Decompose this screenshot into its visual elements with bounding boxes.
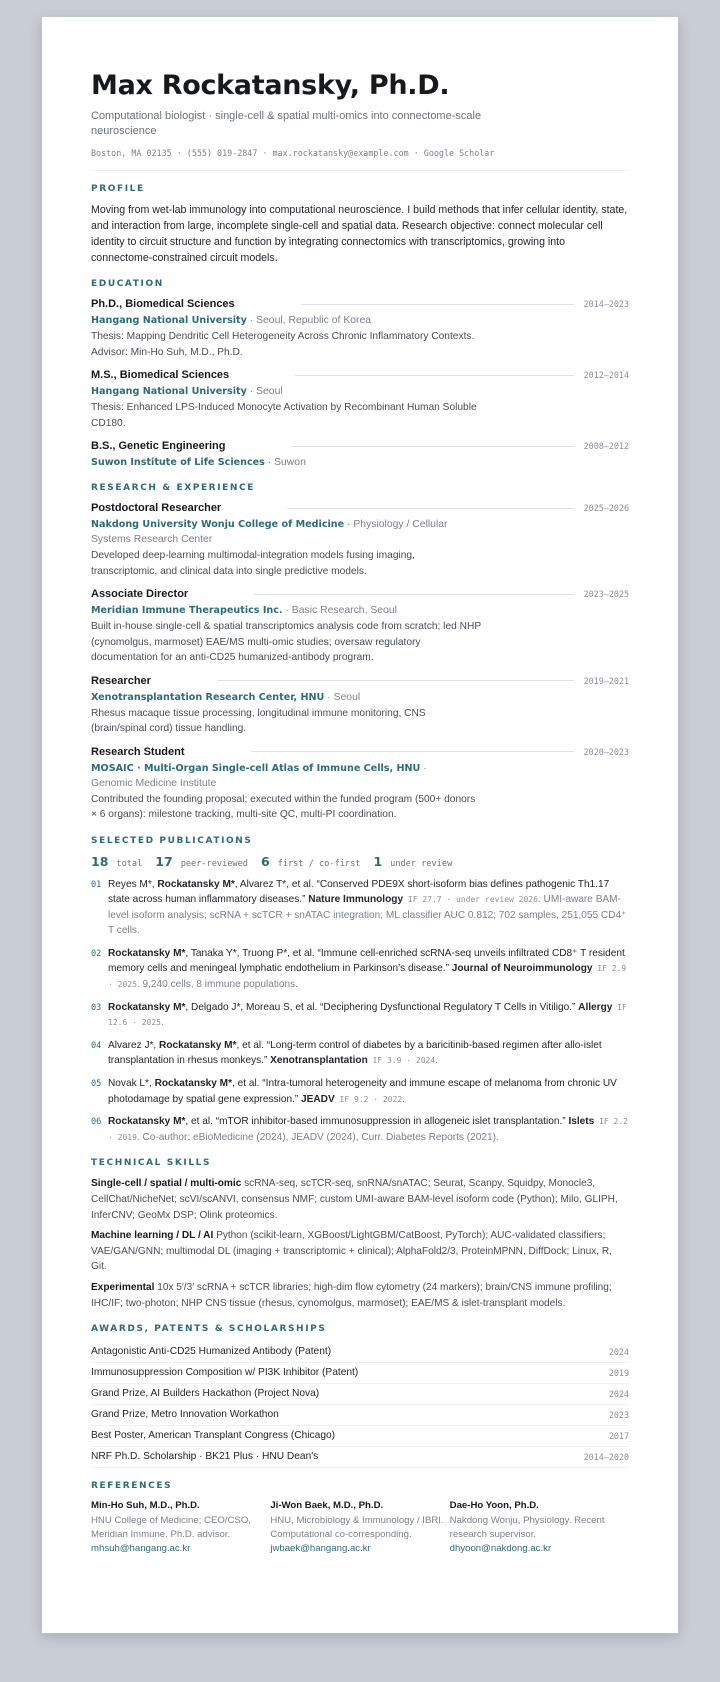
entry-org: Meridian Immune Therapeutics Inc. bbox=[91, 605, 283, 616]
entry-title: Researcher bbox=[91, 674, 151, 687]
education-entry bbox=[91, 297, 629, 360]
skills-list bbox=[91, 1176, 629, 1311]
entry-years: 2008–2012 bbox=[583, 441, 629, 451]
stat-first-value: 6 bbox=[260, 853, 270, 869]
skill-item bbox=[91, 1280, 629, 1311]
pub-number: 05 bbox=[91, 1079, 102, 1090]
pub-meta: IF 3.9 · 2024 bbox=[367, 1056, 436, 1066]
entry-years: 2020–2023 bbox=[583, 746, 629, 757]
stat-review-value: 1 bbox=[373, 853, 383, 869]
pub-note: . Co-author: eBioMedicine (2024), JEADV (2024), Curr. Diabetes Reports (2021). bbox=[136, 1131, 499, 1143]
entry-desc: Thesis: Mapping Dendritic Cell Heterogeneity Across Chronic Inflammatory Contexts. Advisor: Min-Ho Suh, M.D., Ph.D. bbox=[91, 331, 475, 358]
entry-desc: Rhesus macaque tissue processing, longitudinal immune monitoring, CNS (brain/spinal cord) tissue handling. bbox=[91, 707, 426, 734]
entry-org: Hangang National University bbox=[91, 315, 247, 326]
pub-meta: IF 9.2 · 2022 bbox=[334, 1094, 403, 1104]
skill-label: Machine learning / DL / AI bbox=[91, 1230, 214, 1242]
reference-item bbox=[91, 1499, 270, 1556]
reference-desc: HNU, Microbiology & Immunology / IBRI. Computational co-corresponding. bbox=[270, 1515, 444, 1541]
pub-note: . UMI-aware BAM-level isoform analysis; scRNA + scTCR + snATAC integration; ML classifier AUC 0.812; 702 samples, 251,055 CD4⁺ T cells. bbox=[108, 894, 627, 937]
pub-note: . bbox=[435, 1055, 438, 1067]
pub-authors-pre: Novak L*, bbox=[108, 1078, 155, 1090]
candidate-subtitle: Computational biologist · single-cell & spatial multi-omics into connectome-scale neuroscience bbox=[91, 110, 482, 137]
skill-item bbox=[91, 1176, 629, 1223]
award-label: Antagonistic Anti-CD25 Humanized Antibody (Patent) bbox=[91, 1346, 332, 1358]
award-item bbox=[91, 1342, 629, 1363]
award-year: 2014–2020 bbox=[583, 1452, 629, 1463]
experience-entry bbox=[91, 501, 629, 579]
reference-email-link[interactable]: jwbaek@hangang.ac.kr bbox=[270, 1543, 371, 1555]
entry-desc: Thesis: Enhanced LPS-Induced Monocyte Activation by Recombinant Human Soluble CD180. bbox=[91, 402, 477, 429]
pub-author-self: Rockatansky M* bbox=[159, 1039, 237, 1051]
pub-note: . bbox=[160, 1017, 164, 1029]
reference-email-link[interactable]: dhyoon@nakdong.ac.kr bbox=[449, 1543, 552, 1555]
experience-list bbox=[91, 501, 629, 823]
publication-item bbox=[91, 877, 629, 939]
entry-title: Postdoctoral Researcher bbox=[91, 502, 222, 514]
references-heading: REFERENCES bbox=[91, 1481, 173, 1492]
pub-journal: Islets bbox=[568, 1116, 595, 1128]
award-item bbox=[91, 1405, 629, 1426]
entry-location: · Physiology / Cellular Systems Research Center bbox=[91, 519, 448, 545]
reference-name: Ji-Won Baek, M.D., Ph.D. bbox=[270, 1500, 384, 1512]
award-label: NRF Ph.D. Scholarship · BK21 Plus · HNU Dean's bbox=[91, 1451, 319, 1463]
publication-item bbox=[91, 1076, 629, 1107]
entry-org: Hangang National University bbox=[91, 386, 247, 397]
experience-entry bbox=[91, 587, 629, 666]
publication-item bbox=[91, 1114, 629, 1145]
entry-years: 2023–2025 bbox=[583, 589, 629, 599]
pub-title: , et al. “mTOR inhibitor-based immunosuppression in allogeneic islet transplantation.” bbox=[185, 1116, 569, 1128]
entry-org: Suwon Institute of Life Sciences bbox=[91, 457, 265, 468]
contact-line: Boston, MA 02135 · (555) 019-2847 · max.rockatansky@example.com · Google Scholar bbox=[91, 148, 629, 171]
stat-review-label: under review bbox=[390, 858, 453, 869]
candidate-name: Max Rockatansky, Ph.D. bbox=[91, 70, 450, 101]
stat-total-label: total bbox=[116, 858, 143, 869]
stat-total-value: 18 bbox=[91, 853, 109, 869]
reference-name: Dae-Ho Yoon, Ph.D. bbox=[449, 1500, 539, 1512]
publication-stats bbox=[91, 854, 629, 869]
entry-location: · Seoul bbox=[324, 691, 361, 703]
publication-item bbox=[91, 1000, 629, 1031]
pub-journal: Journal of Neuroimmunology bbox=[451, 963, 593, 975]
award-year: 2023 bbox=[608, 1410, 629, 1421]
entry-location: · Basic Research, Seoul bbox=[282, 605, 397, 616]
awards-list bbox=[91, 1342, 629, 1468]
publication-item bbox=[91, 946, 629, 993]
entry-title: Associate Director bbox=[91, 588, 189, 600]
reference-email-link[interactable]: mhsuh@hangang.ac.kr bbox=[91, 1543, 191, 1555]
pub-journal: Nature Immunology bbox=[308, 894, 404, 906]
award-label: Best Poster, American Transplant Congress (Chicago) bbox=[91, 1430, 336, 1442]
award-label: Grand Prize, Metro Innovation Workathon bbox=[91, 1409, 279, 1421]
entry-location: · Suwon bbox=[264, 457, 306, 468]
skill-text: 10x 5′/3′ scRNA + scTCR libraries; high-dim flow cytometry (24 markers); brain/CNS immune profiling; IHC/IF; two-photon; NHP CNS tissue (rhesus, cynomolgus, marmoset); EAE/MS & islet-transplant models. bbox=[91, 1281, 612, 1309]
reference-desc: Nakdong Wonju, Physiology. Recent research supervisor. bbox=[449, 1515, 605, 1541]
entry-title: M.S., Biomedical Sciences bbox=[91, 369, 230, 381]
entry-desc: Built in-house single-cell & spatial transcriptomics analysis code from scratch; led NHP (cynomolgus, marmoset) EAE/MS multi-omic studies; oversaw regulatory documentation for an anti-CD25 humanized-antibody program. bbox=[91, 621, 481, 663]
pub-meta: IF 27.7 · under review 2026 bbox=[403, 895, 538, 905]
award-item bbox=[91, 1363, 629, 1384]
award-year: 2024 bbox=[608, 1347, 629, 1358]
stat-peer-label: peer-reviewed bbox=[180, 858, 248, 869]
entry-org: Nakdong University Wonju College of Medicine bbox=[91, 519, 345, 530]
education-heading: EDUCATION bbox=[91, 279, 164, 289]
entry-desc: Developed deep-learning multimodal-integration models fusing imaging, transcriptomic, and clinical data into single predictive models. bbox=[91, 550, 415, 577]
stat-peer-value: 17 bbox=[155, 853, 173, 869]
pub-journal: Xenotransplantation bbox=[270, 1055, 368, 1067]
education-list bbox=[91, 297, 629, 470]
pub-title: , Alvarez T*, et al. “Conserved PDE9X short-isoform bias defines pathogenic Th1.17 state across human inflammatory diseases.” bbox=[108, 878, 610, 906]
publication-item bbox=[91, 1038, 629, 1069]
publications-heading: SELECTED PUBLICATIONS bbox=[91, 835, 253, 846]
reference-item bbox=[270, 1499, 449, 1556]
skill-item bbox=[91, 1228, 629, 1275]
skill-label: Experimental bbox=[91, 1281, 155, 1293]
reference-item bbox=[450, 1499, 629, 1556]
experience-entry bbox=[91, 674, 629, 737]
entry-years: 2014–2023 bbox=[583, 299, 629, 309]
entry-location: · Seoul bbox=[246, 386, 283, 397]
pub-title: , Delgado J*, Moreau S, et al. “Deciphering Dysfunctional Regulatory T Cells in Vitiligo.” bbox=[185, 1001, 579, 1013]
entry-title: B.S., Genetic Engineering bbox=[91, 440, 226, 452]
pub-number: 02 bbox=[91, 948, 102, 959]
pub-journal: JEADV bbox=[301, 1093, 335, 1105]
entry-title: Ph.D., Biomedical Sciences bbox=[91, 298, 235, 310]
entry-location: · Genomic Medicine Institute bbox=[91, 762, 427, 789]
award-year: 2019 bbox=[608, 1368, 629, 1379]
pub-note: . bbox=[402, 1093, 405, 1105]
pub-title: , Tanaka Y*, Truong P*, et al. “Immune cell-enriched scRNA-seq unveils infiltrated CD8⁺ T resident memory cells and meningeal lymphatic endothelium in Parkinson’s disease.” bbox=[108, 947, 625, 975]
pub-note: . 9,240 cells, 8 immune populations. bbox=[136, 979, 298, 991]
stat-first-label: first / co-first bbox=[277, 858, 361, 869]
pub-author-self: Rockatansky M* bbox=[157, 878, 235, 890]
pub-author-self: Rockatansky M* bbox=[108, 947, 186, 959]
entry-desc: Contributed the founding proposal; executed within the funded program (500+ donors × 6 organs): milestone tracking, multi-site QC, multi-PI coordination. bbox=[91, 793, 476, 820]
pub-meta: IF 2.2 · 2019 bbox=[108, 1117, 628, 1142]
pub-meta: IF 2.9 · 2025 bbox=[108, 964, 627, 990]
pub-author-self: Rockatansky M* bbox=[154, 1078, 232, 1090]
entry-title: Research Student bbox=[91, 745, 185, 758]
publication-list bbox=[91, 877, 629, 1146]
profile-heading: PROFILE bbox=[91, 184, 145, 194]
pub-title: , et al. “Intra-tumoral heterogeneity and immune escape of melanoma from chronic UV photodamage by spatial gene expression.” bbox=[108, 1078, 617, 1105]
entry-org: Xenotransplantation Research Center, HNU bbox=[91, 691, 325, 703]
skill-text: Python (scikit-learn, XGBoost/LightGBM/CatBoost, PyTorch); AUC-validated classifiers; VAE/GAN/GNN; multimodal DL (imaging + transcriptomic + clinical); AlphaFold2/3, ProteinMPNN, DiffDock; Linux, R, Git. bbox=[91, 1230, 612, 1273]
entry-years: 2012–2014 bbox=[583, 370, 629, 380]
award-year: 2024 bbox=[608, 1389, 629, 1400]
experience-entry bbox=[91, 745, 629, 823]
entry-years: 2019–2021 bbox=[583, 675, 629, 686]
award-label: Immunosuppression Composition w/ PI3K Inhibitor (Patent) bbox=[91, 1367, 359, 1379]
skill-label: Single-cell / spatial / multi-omic bbox=[91, 1178, 242, 1190]
awards-heading: AWARDS, PATENTS & SCHOLARSHIPS bbox=[91, 1324, 327, 1335]
skill-text: scRNA-seq, scTCR-seq, snRNA/snATAC; Seurat, Scanpy, Squidpy, Monocle3, CellChat/NicheNet; scVI/scANVI, consensus NMF; custom UMI-aware BAM-level isoform code (Python); Milo, GLIPH, InferCNV; GeoMx DSP; Olink proteomics. bbox=[91, 1178, 618, 1221]
award-label: Grand Prize, AI Builders Hackathon (Project Nova) bbox=[91, 1388, 320, 1400]
pub-title: , et al. “Long-term control of diabetes by a baricitinib-based regimen after allo-islet transplantation in rhesus monkeys.” bbox=[108, 1039, 602, 1067]
pub-number: 04 bbox=[91, 1040, 102, 1051]
award-item bbox=[91, 1447, 629, 1468]
references-list bbox=[91, 1499, 629, 1556]
reference-desc: HNU College of Medicine; CEO/CSO, Meridian Immune. Ph.D. advisor. bbox=[91, 1515, 251, 1541]
pub-journal: Allergy bbox=[578, 1001, 613, 1013]
profile-text: Moving from wet-lab immunology into computational neuroscience. I build methods that infer cellular identity, state, and interaction from large, incomplete single-cell and spatial data. Research objective: connect molecular cell identity to circuit structure and function by integrating connectomics with transcriptomics, growing into connectome-constrained circuit models. bbox=[91, 204, 628, 264]
education-entry bbox=[91, 368, 629, 431]
award-year: 2017 bbox=[608, 1431, 629, 1442]
skills-heading: TECHNICAL SKILLS bbox=[91, 1158, 212, 1169]
entry-years: 2025–2026 bbox=[583, 503, 629, 513]
education-entry bbox=[91, 439, 629, 470]
entry-location: · Seoul, Republic of Korea bbox=[246, 315, 372, 326]
pub-authors-pre: Reyes M*, bbox=[108, 878, 158, 890]
pub-author-self: Rockatansky M* bbox=[108, 1001, 186, 1013]
pub-meta: IF 12.6 · 2025 bbox=[108, 1002, 627, 1028]
award-item bbox=[91, 1384, 629, 1405]
award-item bbox=[91, 1426, 629, 1447]
pub-number: 01 bbox=[91, 879, 102, 890]
reference-name: Min-Ho Suh, M.D., Ph.D. bbox=[91, 1500, 200, 1512]
resume-page bbox=[42, 17, 678, 1633]
experience-heading: RESEARCH & EXPERIENCE bbox=[91, 483, 255, 493]
pub-author-self: Rockatansky M* bbox=[108, 1116, 186, 1128]
entry-org: MOSAIC · Multi-Organ Single-cell Atlas of Immune Cells, HNU bbox=[91, 762, 421, 774]
pub-number: 03 bbox=[91, 1002, 102, 1013]
pub-number: 06 bbox=[91, 1117, 102, 1128]
pub-authors-pre: Alvarez J*, bbox=[108, 1039, 160, 1051]
